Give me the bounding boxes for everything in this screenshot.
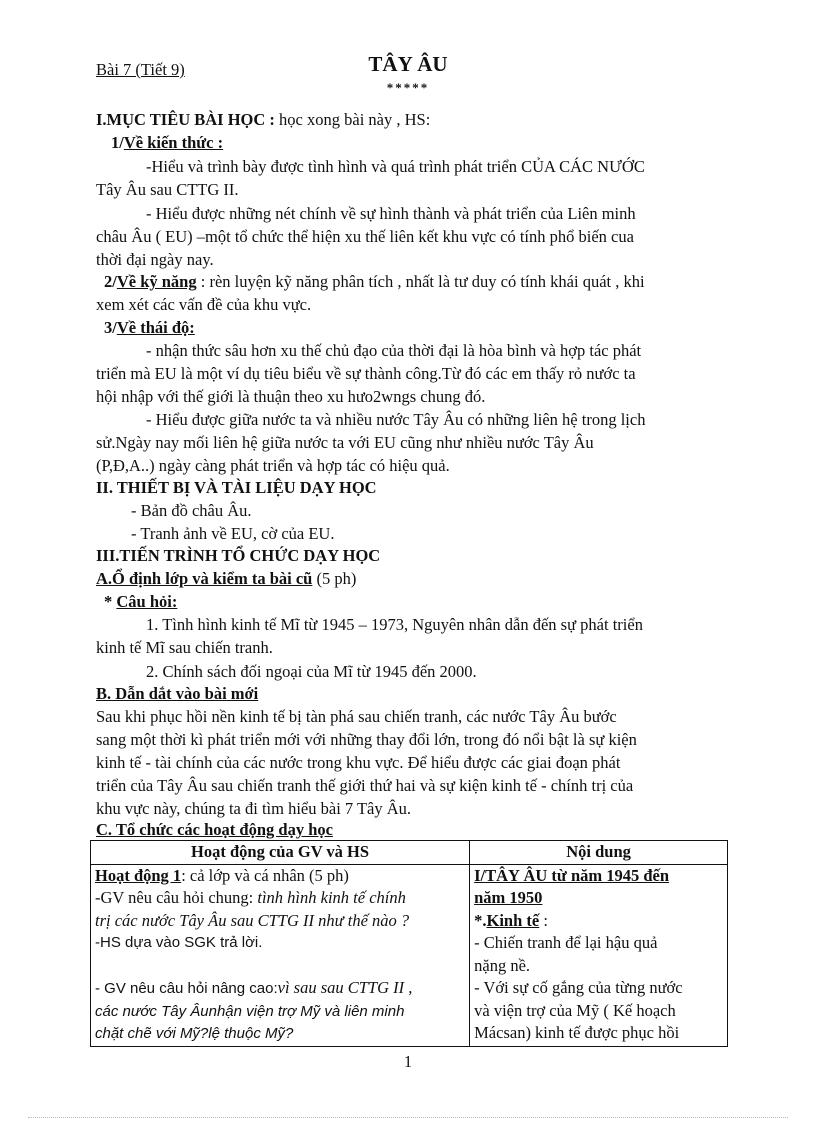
attitude-num: 3/ [104, 318, 117, 337]
economy-label: Kinh tế [486, 910, 540, 930]
activities-table [90, 840, 728, 1047]
economy-star: *. [474, 910, 487, 930]
gv-question-1-line2: trị các nước Tây Âu sau CTTG II như thế nào ? [95, 910, 410, 930]
question-1-line1: 1. Tình hình kinh tế Mĩ từ 1945 – 1973, Nguyên nhân dẫn đến sự phát triển [146, 615, 643, 634]
section1-heading-line [96, 108, 430, 131]
attitude-1-line2: triển mà EU là một ví dụ tiêu biểu về sự thành công.Từ đó các em thấy rỏ nước ta [96, 364, 636, 383]
part-a-time: (5 ph) [312, 569, 357, 588]
attitude-1-line3: hội nhập với thế giới là thuận theo xu hưo2wngs chung đó. [96, 387, 486, 406]
intro-line-5: khu vực này, chúng ta đi tìm hiểu bài 7 Tây Âu. [96, 799, 412, 818]
part-c-heading: C. Tổ chức các hoạt động dạy học [96, 820, 333, 839]
knowledge-num: 1/ [111, 133, 124, 152]
page-number: 1 [403, 1052, 413, 1071]
equipment-item-1: - Bản đồ châu Âu. [131, 501, 252, 520]
activity-1-rest: : cả lớp và cá nhân (5 ph) [181, 865, 349, 885]
attitude-label: Về thái độ: [116, 318, 195, 337]
economy-colon: : [539, 910, 548, 930]
question-2: 2. Chính sách đối ngoại của Mĩ từ 1945 đến 2000. [146, 662, 477, 681]
equipment-item-2: - Tranh ảnh về EU, cờ của EU. [131, 524, 335, 543]
gv-question-2-prefix: - GV nêu câu hỏi nâng cao: [95, 980, 278, 997]
title-stars: ***** [386, 80, 430, 95]
intro-line-2: sang một thời kì phát triển mới với những thay đổi lớn, trong đó nổi bật là sự kiện [96, 730, 637, 749]
content-point-1-line2: nặng nề. [474, 955, 531, 975]
knowledge-heading [111, 131, 223, 154]
part-a-heading [96, 567, 356, 590]
section2-heading: II. THIẾT BỊ VÀ TÀI LIỆU DẠY HỌC [96, 478, 377, 497]
part-a-label: A.Ổ định lớp và kiểm ta bài cũ [96, 569, 313, 588]
content-point-2-line2: và viện trợ của Mỹ ( Kế hoạch [474, 1000, 676, 1020]
skills-num: 2/ [104, 272, 117, 291]
skills-label: Về kỹ năng [116, 272, 197, 291]
economy-heading [474, 910, 723, 933]
activity-1-title [95, 865, 465, 888]
skills-line1 [104, 270, 645, 293]
knowledge-label: Về kiến thức : [123, 133, 224, 152]
activity-1-label: Hoạt động 1 [95, 865, 182, 885]
questions-heading [104, 590, 177, 613]
gv-question-1-line1 [95, 887, 465, 910]
gv-question-1-text1: tình hình kinh tế chính [257, 888, 406, 907]
knowledge-2-line2: châu Âu ( EU) –một tổ chức thể hiện xu thế liên kết khu vực có tính phổ biến cua [96, 227, 634, 246]
questions-star: * [104, 592, 117, 611]
page-title: TÂY ÂU [368, 52, 448, 76]
attitude-2-line2: sử.Ngày nay mối liên hệ giữa nước ta với EU cũng như nhiều nước Tây Âu [96, 433, 594, 452]
intro-line-4: triển của Tây Âu sau chiến tranh thế giới thứ hai và sự kiện kinh tế - chính trị của [96, 776, 634, 795]
hs-answer: -HS dựa vào SGK trả lời. [95, 934, 263, 951]
gv-question-2-line2: các nước Tây Âunhận viện trợ Mỹ và liên minh [95, 1002, 405, 1020]
intro-line-1: Sau khi phục hồi nền kinh tế bị tàn phá sau chiến tranh, các nước Tây Âu bước [96, 707, 617, 726]
knowledge-1-line2: Tây Âu sau CTTG II. [96, 180, 239, 199]
section3-heading: III.TIẾN TRÌNH TỔ CHỨC DẠY HỌC [96, 546, 381, 565]
knowledge-1-line1: -Hiểu và trình bày được tình hình và quá trình phát triển CỦA CÁC NƯỚC [146, 157, 645, 176]
activities-cell [91, 864, 470, 1046]
intro-line-3: kinh tế - tài chính của các nước trong khu vực. Để hiểu được các giai đoạn phát [96, 753, 621, 772]
lesson-number: Bài 7 (Tiết 9) [96, 60, 185, 79]
knowledge-2-line1: - Hiểu được những nét chính về sự hình thành và phát triển của Liên minh [146, 204, 636, 223]
part-b-heading: B. Dẫn dắt vào bài mới [96, 684, 259, 703]
attitude-1-line1: - nhận thức sâu hơn xu thế chủ đạo của thời đại là hòa bình và hợp tác phát [146, 341, 642, 360]
content-cell [470, 864, 728, 1046]
gv-question-2-line3: chặt chẽ với Mỹ?lệ thuộc Mỹ? [95, 1025, 294, 1042]
content-point-2-line1: - Với sự cố gắng của từng nước [474, 978, 683, 997]
content-point-1-line1: - Chiến tranh để lại hậu quả [474, 933, 658, 952]
footer-divider [28, 1117, 788, 1118]
questions-label: Câu hỏi: [116, 592, 178, 611]
skills-line2: xem xét các vấn đề của khu vực. [96, 295, 312, 314]
section1-heading-rest: học xong bài này , HS: [274, 110, 431, 129]
blank-line [95, 955, 465, 978]
content-point-2-line3: Mácsan) kinh tế được phục hồi [474, 1023, 680, 1042]
question-1-line2: kinh tế Mĩ sau chiến tranh. [96, 638, 273, 657]
knowledge-2-line3: thời đại ngày nay. [96, 250, 214, 269]
gv-question-2-line1 [95, 977, 465, 1001]
table-row [91, 864, 728, 1046]
col-header-activities: Hoạt động của GV và HS [91, 841, 470, 865]
skills-text-1: : rèn luyện kỹ năng phân tích , nhất là tư duy có tính khái quát , khi [196, 272, 645, 291]
content-heading-line2: năm 1950 [474, 888, 543, 907]
gv-question-2-text1: vì sau sau CTTG II , [277, 978, 413, 997]
content-heading-line1: I/TÂY ÂU từ năm 1945 đến [474, 865, 670, 885]
attitude-heading [104, 316, 195, 339]
table-header-row [91, 841, 728, 865]
section1-heading: I.MỤC TIÊU BÀI HỌC : [96, 110, 275, 129]
attitude-2-line3: (P,Đ,A..) ngày càng phát triển và hợp tác có hiệu quả. [96, 456, 450, 475]
col-header-content: Nội dung [470, 841, 728, 865]
attitude-2-line1: - Hiểu được giữa nước ta và nhiều nước Tây Âu có những liên hệ trong lịch [146, 410, 646, 429]
gv-question-1-prefix: -GV nêu câu hỏi chung: [95, 888, 258, 907]
